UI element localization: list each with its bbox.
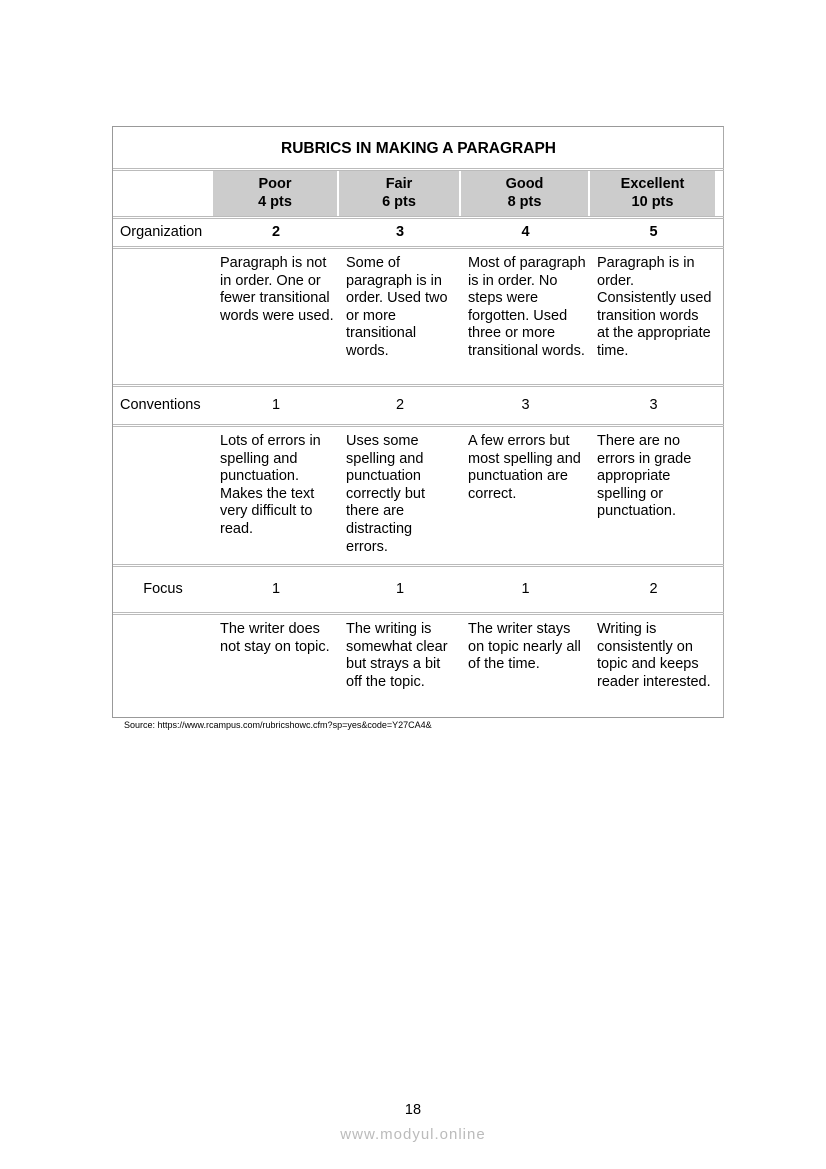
score: 5 xyxy=(649,224,658,240)
level-poor xyxy=(213,171,339,216)
score: 2 xyxy=(395,397,405,413)
description: Some of paragraph is in order. Used two or more transitional words. xyxy=(346,255,448,359)
description: There are no errors in grade appropriate spelling or punctuation. xyxy=(597,433,692,520)
desc-row-focus xyxy=(113,615,724,718)
score: 1 xyxy=(395,581,405,597)
description: Writing is consistently on topic and keeps reader interested. xyxy=(597,621,711,690)
level-excellent xyxy=(590,171,717,216)
score: 4 xyxy=(521,224,530,240)
level-fair xyxy=(339,171,461,216)
description: A few errors but most spelling and punctuation are correct. xyxy=(468,433,581,502)
score: 1 xyxy=(521,581,530,597)
header-row xyxy=(113,171,724,219)
score: 3 xyxy=(521,397,530,413)
score: 2 xyxy=(649,581,658,597)
score-row-focus xyxy=(113,567,724,615)
level-name: Fair xyxy=(385,176,413,192)
criterion-label: Focus xyxy=(143,581,183,597)
description: The writing is somewhat clear but strays a bit off the topic. xyxy=(346,621,448,690)
level-pts: 4 pts xyxy=(258,193,292,210)
description: Paragraph is in order. Consistently used transition words at the appropriate time. xyxy=(597,255,712,359)
criterion-label: Organization xyxy=(120,224,203,240)
page-number: 18 xyxy=(404,1102,422,1118)
score-row-organization xyxy=(113,219,724,249)
score: 3 xyxy=(649,397,658,413)
criterion-label: Conventions xyxy=(120,397,201,413)
score: 3 xyxy=(395,224,405,240)
description: Uses some spelling and punctuation correctly but there are distracting errors. xyxy=(346,433,425,555)
desc-row-organization xyxy=(113,249,724,387)
level-name: Poor xyxy=(258,176,292,192)
level-pts: 6 pts xyxy=(382,193,416,210)
title-row xyxy=(113,127,724,171)
rubric-table xyxy=(112,126,724,718)
score-row-conventions xyxy=(113,387,724,427)
level-name: Excellent xyxy=(620,176,685,192)
watermark: www.modyul.online xyxy=(340,1126,486,1143)
table-title: RUBRICS IN MAKING A PARAGRAPH xyxy=(281,140,556,157)
description: Lots of errors in spelling and punctuation. Makes the text very difficult to read. xyxy=(220,433,321,537)
source-citation: Source: https://www.rcampus.com/rubricshowc.cfm?sp=yes&code=Y27CA4& xyxy=(124,720,432,730)
level-name: Good xyxy=(505,176,544,192)
description: The writer stays on topic nearly all of the time. xyxy=(468,621,581,673)
level-pts: 8 pts xyxy=(507,193,542,210)
description: The writer does not stay on topic. xyxy=(220,621,330,655)
description: Most of paragraph is in order. No steps were forgotten. Used three or more transitional words. xyxy=(468,255,586,359)
score: 1 xyxy=(271,397,281,413)
score: 2 xyxy=(271,224,281,240)
score: 1 xyxy=(271,581,281,597)
description: Paragraph is not in order. One or fewer transitional words were used. xyxy=(220,255,334,324)
desc-row-conventions xyxy=(113,427,724,567)
level-pts: 10 pts xyxy=(631,193,674,210)
level-good xyxy=(461,171,590,216)
